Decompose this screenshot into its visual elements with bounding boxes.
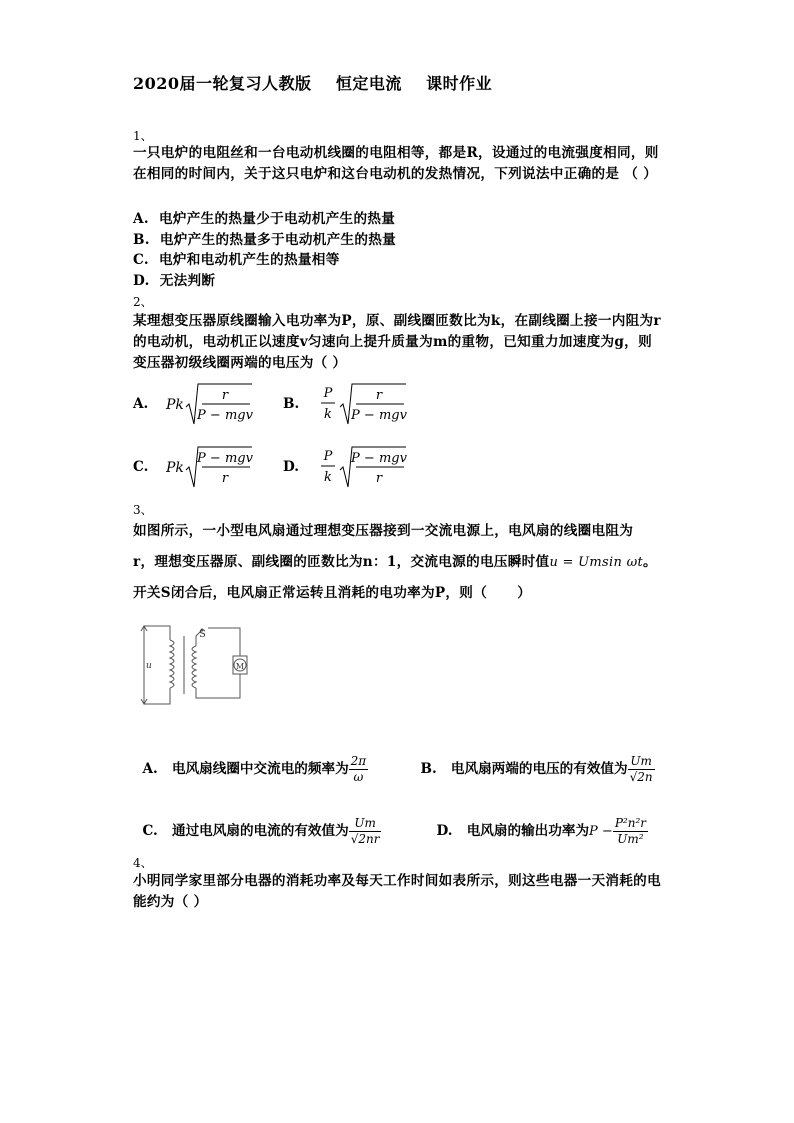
formula-denominator: r [221, 471, 229, 486]
formula-coefficient: Pk [166, 397, 184, 413]
question-2-option-d-formula [318, 441, 410, 491]
primary-top-wire [144, 626, 170, 640]
option-fraction [628, 754, 655, 785]
formula-numerator: P − mgv [351, 451, 407, 466]
switch-label: S [199, 629, 206, 640]
question-3-number: 3、 [133, 503, 153, 517]
formula-numerator: r [375, 388, 383, 403]
motor-label: M [235, 662, 245, 671]
stem-end: 。 [643, 554, 657, 570]
question-1-option-c: C. 电炉和电动机产生的热量相等 [133, 252, 340, 268]
fraction-denominator: ω [349, 769, 369, 785]
option-fraction [349, 816, 382, 847]
question-3-option-d [427, 800, 648, 847]
option-text: D. 电风扇的输出功率为 [436, 823, 590, 839]
stem-text: r，理想变压器原、副线圈的匝数比为n：1，交流电源的电压瞬时值 [133, 554, 550, 570]
transformer-circuit-figure [130, 618, 260, 710]
question-1-number: 1、 [133, 129, 153, 143]
voltage-formula: u = Umsin ωt [549, 555, 644, 570]
question-1-stem: 一只电炉的电阻丝和一台电动机线圈的电阻相等，都是R，设通过的电流强度相同，则在相同的时间内，关于这只电炉和这台电动机的发热情况，下列说法中正确的是 （ ） [133, 145, 659, 182]
question-2-option-b-label: B. [283, 396, 300, 412]
question-2-option-d-label: D. [283, 459, 300, 475]
question-1-option-d: D. 无法判断 [133, 273, 216, 289]
question-3-option-b [411, 738, 655, 785]
question-3-stem-line-2 [133, 550, 657, 570]
fraction-numerator: Um [354, 816, 376, 830]
secondary-top-wire [208, 628, 240, 656]
question-3-option-c [133, 800, 381, 847]
question-2-stem: 某理想变压器原线圈输入电功率为P，原、副线圈匝数比为k，在副线圈上接一内阻为r的电动机，电动机正以速度v匀速向上提升质量为m的重物，已知重力加速度为g，则变压器初级线圈两端的电压为（ ） [133, 313, 661, 371]
option-text: A. 电风扇线圈中交流电的频率为 [142, 761, 349, 777]
formula-denominator: r [375, 471, 383, 486]
question-2-option-c-label: C. [133, 459, 149, 475]
formula-coefficient: Pk [166, 460, 184, 476]
question-4-stem: 小明同学家里部分电器的消耗功率及每天工作时间如表所示，则这些电器一天消耗的电能约为（ ） [133, 873, 661, 910]
formula-denominator: P − mgv [197, 408, 253, 423]
question-3-stem-line-1: 如图所示，一小型电风扇通过理想变压器接到一交流电源上，电风扇的线圈电阻为 [133, 523, 634, 539]
option-fraction [349, 754, 369, 785]
formula-prefix: P − [589, 824, 613, 839]
question-2-option-b-formula [318, 378, 410, 428]
formula-p: P [323, 449, 333, 464]
fraction-numerator: P²n²r [614, 816, 646, 830]
option-text: B. 电风扇两端的电压的有效值为 [420, 761, 628, 777]
formula-k: k [324, 470, 332, 485]
fraction-numerator: Um [630, 754, 652, 768]
question-2-number: 2、 [133, 295, 153, 309]
option-text: C. 通过电风扇的电流的有效值为 [142, 823, 349, 839]
voltage-label: u [146, 661, 152, 671]
question-3-stem-line-3: 开关S闭合后，电风扇正常运转且消耗的电功率为P，则（ ） [133, 585, 532, 601]
question-4-number: 4、 [133, 856, 153, 870]
secondary-bottom-wire [196, 674, 240, 698]
option-fraction [613, 816, 648, 847]
fraction-numerator: 2π [350, 754, 367, 768]
primary-bottom-wire [144, 688, 170, 704]
formula-k: k [324, 407, 332, 422]
fraction-denominator: √2nr [350, 832, 380, 846]
formula-numerator: P − mgv [197, 451, 253, 466]
fraction-denominator: √2n [629, 770, 653, 784]
formula-denominator: P − mgv [351, 408, 407, 423]
question-3-option-a [133, 738, 368, 785]
primary-coil [170, 640, 174, 688]
secondary-coil [192, 646, 196, 688]
question-2-option-a-label: A. [133, 396, 149, 412]
question-1-option-a: A. 电炉产生的热量少于电动机产生的热量 [133, 211, 396, 227]
formula-numerator: r [221, 388, 229, 403]
question-2-option-a-formula [164, 378, 254, 428]
page-title: 2020届一轮复习人教版 恒定电流 课时作业 [133, 74, 493, 93]
question-2-option-c-formula [164, 441, 254, 491]
formula-p: P [323, 386, 333, 401]
question-1-option-b: B. 电炉产生的热量多于电动机产生的热量 [133, 232, 397, 248]
fraction-denominator: Um² [613, 831, 648, 847]
